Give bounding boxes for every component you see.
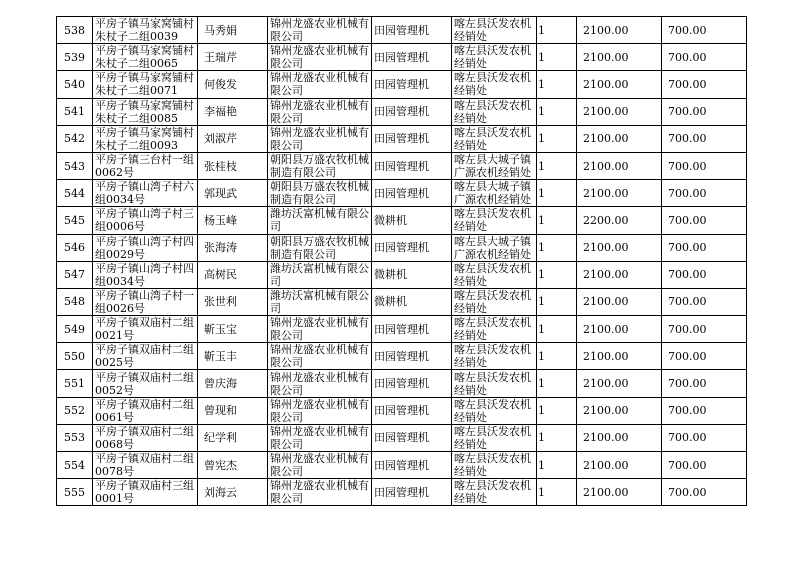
address-cell: 平房子镇双庙村二组0061号: [93, 397, 198, 424]
machine-type-cell: 微耕机: [372, 261, 452, 288]
address-cell: 平房子镇马家窝铺村朱杖子二组0039: [93, 17, 198, 44]
machine-type-cell: 田园管理机: [372, 44, 452, 71]
dealer-cell: 喀左县沃发农机经销处: [452, 424, 537, 451]
quantity-cell: 1: [537, 207, 577, 234]
manufacturer-cell: 锦州龙盛农业机械有限公司: [268, 316, 372, 343]
quantity-cell: 1: [537, 261, 577, 288]
manufacturer-cell: 锦州龙盛农业机械有限公司: [268, 397, 372, 424]
table-row: [57, 261, 747, 288]
dealer-cell: 喀左县沃发农机经销处: [452, 207, 537, 234]
subsidy-cell: 700.00: [662, 288, 747, 315]
table-row: [57, 98, 747, 125]
subsidy-cell: 700.00: [662, 234, 747, 261]
manufacturer-cell: 锦州龙盛农业机械有限公司: [268, 424, 372, 451]
manufacturer-cell: 锦州龙盛农业机械有限公司: [268, 44, 372, 71]
subsidy-cell: 700.00: [662, 152, 747, 179]
subsidy-cell: 700.00: [662, 125, 747, 152]
address-cell: 平房子镇双庙村二组0068号: [93, 424, 198, 451]
machine-type-cell: 微耕机: [372, 288, 452, 315]
subsidy-cell: 700.00: [662, 452, 747, 479]
price-cell: 2100.00: [577, 234, 662, 261]
buyer-name-cell: 曾宪杰: [198, 452, 268, 479]
price-cell: 2100.00: [577, 152, 662, 179]
row-number: 538: [57, 17, 93, 44]
dealer-cell: 喀左县沃发农机经销处: [452, 370, 537, 397]
quantity-cell: 1: [537, 98, 577, 125]
machine-type-cell: 田园管理机: [372, 316, 452, 343]
machine-type-cell: 田园管理机: [372, 180, 452, 207]
price-cell: 2100.00: [577, 17, 662, 44]
address-cell: 平房子镇双庙村二组0025号: [93, 343, 198, 370]
subsidy-cell: 700.00: [662, 44, 747, 71]
address-cell: 平房子镇马家窝铺村朱杖子二组0065: [93, 44, 198, 71]
buyer-name-cell: 何俊发: [198, 71, 268, 98]
machine-type-cell: 田园管理机: [372, 479, 452, 506]
row-number: 548: [57, 288, 93, 315]
buyer-name-cell: 刘海云: [198, 479, 268, 506]
machine-type-cell: 微耕机: [372, 207, 452, 234]
subsidy-cell: 700.00: [662, 479, 747, 506]
subsidy-cell: 700.00: [662, 316, 747, 343]
machine-type-cell: 田园管理机: [372, 397, 452, 424]
address-cell: 平房子镇马家窝铺村朱杖子二组0085: [93, 98, 198, 125]
row-number: 545: [57, 207, 93, 234]
subsidy-table-sheet: [56, 16, 746, 506]
price-cell: 2100.00: [577, 288, 662, 315]
table-row: [57, 424, 747, 451]
machine-type-cell: 田园管理机: [372, 452, 452, 479]
address-cell: 平房子镇双庙村二组0078号: [93, 452, 198, 479]
row-number: 541: [57, 98, 93, 125]
row-number: 549: [57, 316, 93, 343]
subsidy-table: [56, 16, 747, 506]
quantity-cell: 1: [537, 234, 577, 261]
dealer-cell: 喀左县沃发农机经销处: [452, 44, 537, 71]
manufacturer-cell: 锦州龙盛农业机械有限公司: [268, 17, 372, 44]
row-number: 546: [57, 234, 93, 261]
manufacturer-cell: 锦州龙盛农业机械有限公司: [268, 452, 372, 479]
subsidy-cell: 700.00: [662, 397, 747, 424]
manufacturer-cell: 锦州龙盛农业机械有限公司: [268, 125, 372, 152]
buyer-name-cell: 郭现武: [198, 180, 268, 207]
table-row: [57, 125, 747, 152]
row-number: 543: [57, 152, 93, 179]
row-number: 550: [57, 343, 93, 370]
machine-type-cell: 田园管理机: [372, 152, 452, 179]
manufacturer-cell: 锦州龙盛农业机械有限公司: [268, 71, 372, 98]
quantity-cell: 1: [537, 452, 577, 479]
subsidy-cell: 700.00: [662, 98, 747, 125]
quantity-cell: 1: [537, 125, 577, 152]
quantity-cell: 1: [537, 316, 577, 343]
quantity-cell: 1: [537, 479, 577, 506]
manufacturer-cell: 朝阳县万盛农牧机械制造有限公司: [268, 180, 372, 207]
machine-type-cell: 田园管理机: [372, 424, 452, 451]
price-cell: 2100.00: [577, 71, 662, 98]
buyer-name-cell: 纪学利: [198, 424, 268, 451]
quantity-cell: 1: [537, 17, 577, 44]
table-body: [57, 17, 747, 506]
price-cell: 2100.00: [577, 316, 662, 343]
address-cell: 平房子镇山湾子村一组0026号: [93, 288, 198, 315]
buyer-name-cell: 王瑞芹: [198, 44, 268, 71]
quantity-cell: 1: [537, 180, 577, 207]
buyer-name-cell: 刘淑芹: [198, 125, 268, 152]
dealer-cell: 喀左县沃发农机经销处: [452, 316, 537, 343]
quantity-cell: 1: [537, 343, 577, 370]
row-number: 547: [57, 261, 93, 288]
table-row: [57, 479, 747, 506]
manufacturer-cell: 锦州龙盛农业机械有限公司: [268, 370, 372, 397]
table-row: [57, 397, 747, 424]
dealer-cell: 喀左县沃发农机经销处: [452, 125, 537, 152]
price-cell: 2100.00: [577, 370, 662, 397]
subsidy-cell: 700.00: [662, 424, 747, 451]
machine-type-cell: 田园管理机: [372, 343, 452, 370]
subsidy-cell: 700.00: [662, 207, 747, 234]
dealer-cell: 喀左县沃发农机经销处: [452, 452, 537, 479]
manufacturer-cell: 锦州龙盛农业机械有限公司: [268, 479, 372, 506]
quantity-cell: 1: [537, 370, 577, 397]
table-row: [57, 180, 747, 207]
table-row: [57, 234, 747, 261]
machine-type-cell: 田园管理机: [372, 125, 452, 152]
machine-type-cell: 田园管理机: [372, 98, 452, 125]
buyer-name-cell: 曾现和: [198, 397, 268, 424]
table-row: [57, 207, 747, 234]
buyer-name-cell: 高树民: [198, 261, 268, 288]
row-number: 544: [57, 180, 93, 207]
price-cell: 2100.00: [577, 261, 662, 288]
buyer-name-cell: 张海涛: [198, 234, 268, 261]
address-cell: 平房子镇双庙村三组0001号: [93, 479, 198, 506]
machine-type-cell: 田园管理机: [372, 234, 452, 261]
dealer-cell: 喀左县沃发农机经销处: [452, 288, 537, 315]
address-cell: 平房子镇三台村一组0062号: [93, 152, 198, 179]
address-cell: 平房子镇山湾子村三组0006号: [93, 207, 198, 234]
table-row: [57, 370, 747, 397]
manufacturer-cell: 锦州龙盛农业机械有限公司: [268, 98, 372, 125]
buyer-name-cell: 靳玉宝: [198, 316, 268, 343]
dealer-cell: 喀左县大城子镇广源农机经销处: [452, 152, 537, 179]
row-number: 554: [57, 452, 93, 479]
price-cell: 2100.00: [577, 397, 662, 424]
buyer-name-cell: 马秀娟: [198, 17, 268, 44]
subsidy-cell: 700.00: [662, 261, 747, 288]
dealer-cell: 喀左县沃发农机经销处: [452, 261, 537, 288]
manufacturer-cell: 锦州龙盛农业机械有限公司: [268, 343, 372, 370]
buyer-name-cell: 靳玉丰: [198, 343, 268, 370]
address-cell: 平房子镇山湾子村四组0034号: [93, 261, 198, 288]
subsidy-cell: 700.00: [662, 370, 747, 397]
table-row: [57, 152, 747, 179]
row-number: 539: [57, 44, 93, 71]
price-cell: 2100.00: [577, 424, 662, 451]
table-row: [57, 452, 747, 479]
subsidy-cell: 700.00: [662, 180, 747, 207]
subsidy-cell: 700.00: [662, 17, 747, 44]
quantity-cell: 1: [537, 397, 577, 424]
quantity-cell: 1: [537, 424, 577, 451]
table-row: [57, 316, 747, 343]
dealer-cell: 喀左县大城子镇广源农机经销处: [452, 234, 537, 261]
price-cell: 2100.00: [577, 44, 662, 71]
dealer-cell: 喀左县沃发农机经销处: [452, 397, 537, 424]
table-row: [57, 44, 747, 71]
machine-type-cell: 田园管理机: [372, 71, 452, 98]
manufacturer-cell: 潍坊沃富机械有限公司: [268, 261, 372, 288]
address-cell: 平房子镇山湾子村六组0034号: [93, 180, 198, 207]
address-cell: 平房子镇双庙村二组0052号: [93, 370, 198, 397]
dealer-cell: 喀左县沃发农机经销处: [452, 343, 537, 370]
dealer-cell: 喀左县沃发农机经销处: [452, 17, 537, 44]
buyer-name-cell: 曾庆海: [198, 370, 268, 397]
address-cell: 平房子镇双庙村二组0021号: [93, 316, 198, 343]
price-cell: 2100.00: [577, 452, 662, 479]
buyer-name-cell: 张世利: [198, 288, 268, 315]
price-cell: 2100.00: [577, 479, 662, 506]
row-number: 553: [57, 424, 93, 451]
row-number: 555: [57, 479, 93, 506]
row-number: 540: [57, 71, 93, 98]
buyer-name-cell: 张桂枝: [198, 152, 268, 179]
price-cell: 2200.00: [577, 207, 662, 234]
subsidy-cell: 700.00: [662, 343, 747, 370]
price-cell: 2100.00: [577, 180, 662, 207]
manufacturer-cell: 朝阳县万盛农牧机械制造有限公司: [268, 152, 372, 179]
quantity-cell: 1: [537, 288, 577, 315]
table-row: [57, 288, 747, 315]
price-cell: 2100.00: [577, 98, 662, 125]
price-cell: 2100.00: [577, 125, 662, 152]
address-cell: 平房子镇马家窝铺村朱杖子二组0071: [93, 71, 198, 98]
dealer-cell: 喀左县沃发农机经销处: [452, 71, 537, 98]
dealer-cell: 喀左县沃发农机经销处: [452, 479, 537, 506]
dealer-cell: 喀左县大城子镇广源农机经销处: [452, 180, 537, 207]
subsidy-cell: 700.00: [662, 71, 747, 98]
row-number: 542: [57, 125, 93, 152]
manufacturer-cell: 朝阳县万盛农牧机械制造有限公司: [268, 234, 372, 261]
machine-type-cell: 田园管理机: [372, 17, 452, 44]
table-row: [57, 17, 747, 44]
machine-type-cell: 田园管理机: [372, 370, 452, 397]
quantity-cell: 1: [537, 44, 577, 71]
row-number: 551: [57, 370, 93, 397]
row-number: 552: [57, 397, 93, 424]
quantity-cell: 1: [537, 71, 577, 98]
address-cell: 平房子镇山湾子村四组0029号: [93, 234, 198, 261]
quantity-cell: 1: [537, 152, 577, 179]
dealer-cell: 喀左县沃发农机经销处: [452, 98, 537, 125]
buyer-name-cell: 李福艳: [198, 98, 268, 125]
price-cell: 2100.00: [577, 343, 662, 370]
table-row: [57, 343, 747, 370]
manufacturer-cell: 潍坊沃富机械有限公司: [268, 288, 372, 315]
manufacturer-cell: 潍坊沃富机械有限公司: [268, 207, 372, 234]
address-cell: 平房子镇马家窝铺村朱杖子二组0093: [93, 125, 198, 152]
table-row: [57, 71, 747, 98]
buyer-name-cell: 杨玉峰: [198, 207, 268, 234]
